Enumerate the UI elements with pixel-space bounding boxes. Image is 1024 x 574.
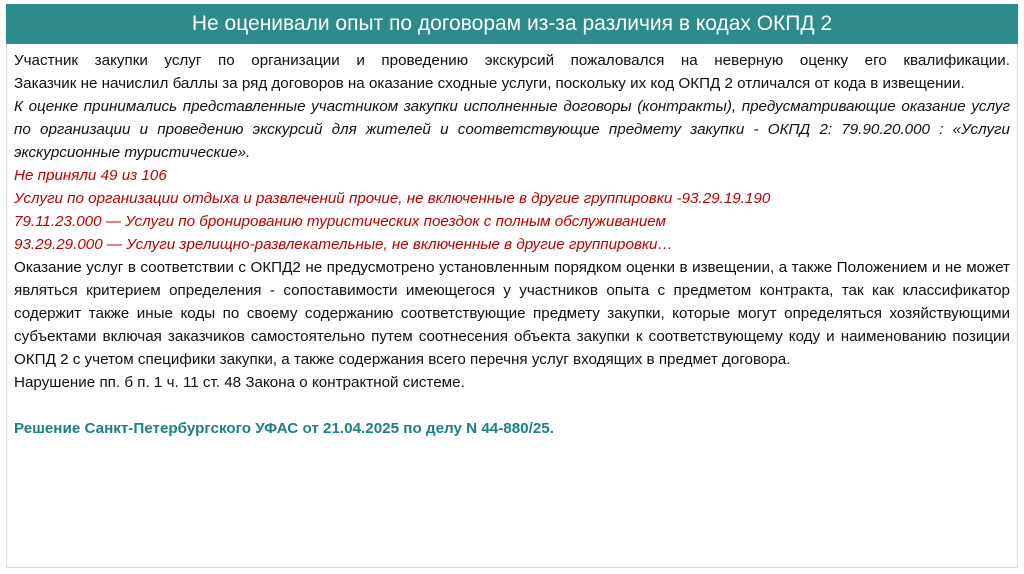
rejected-count: Не приняли 49 из 106 — [14, 167, 167, 184]
slide-content — [14, 49, 1010, 440]
slide-title: Не оценивали опыт по договорам из-за различия в кодах ОКПД 2 — [191, 12, 833, 35]
rejected-code-2: 79.11.23.000 — Услуги по бронированию туристических поездок с полным обслуживанием — [14, 213, 666, 230]
reasoning-paragraph: Оказание услуг в соответствии с ОКПД2 не предусмотрено установленным порядком оценки в извещении, а также Положением и не может являться критерием определения - сопоставимости имеющегося у участников опыта с предметом контракта, так как классификатор содержит также иные коды по своему содержанию соответствующие предмету закупки, которые могут определяться хозяйствующими субъектами включая заказчиков самостоятельно путем соотнесения объекта закупки к соответствующему коду и наименованию позиции ОКПД 2 с учетом специфики закупки, а также содержания всего перечня услуг входящих в предмет договора. — [14, 259, 1010, 368]
spacer — [14, 394, 1010, 417]
complaint-intro: Участник закупки услуг по организации и проведению экскурсий пожаловался на неверную оценку его квалификации. — [14, 52, 1010, 69]
evaluation-criteria: К оценке принимались представленные участником закупки исполненные договоры (контракты), предусматривающие оказание услуг по организации и проведению экскурсий для жителей и соответствующие предмету закупки - ОКПД 2: 79.90.20.000 : «Услуги экскурсионные туристические». — [14, 98, 1010, 161]
violation-statement: Нарушение пп. б п. 1 ч. 11 ст. 48 Закона о контрактной системе. — [14, 374, 465, 391]
complaint-details: Заказчик не начислил баллы за ряд договоров на оказание сходные услуги, поскольку их код ОКПД 2 отличался от кода в извещении. — [14, 75, 965, 92]
rejected-code-3: 93.29.29.000 — Услуги зрелищно-развлекательные, не включенные в другие группировки… — [14, 236, 673, 253]
slide-title-bar — [6, 4, 1018, 44]
decision-reference: Решение Санкт-Петербургского УФАС от 21.04.2025 по делу N 44-880/25. — [14, 420, 554, 437]
rejected-code-1: Услуги по организации отдыха и развлечений прочие, не включенные в другие группировки -93.29.19.190 — [14, 190, 771, 207]
